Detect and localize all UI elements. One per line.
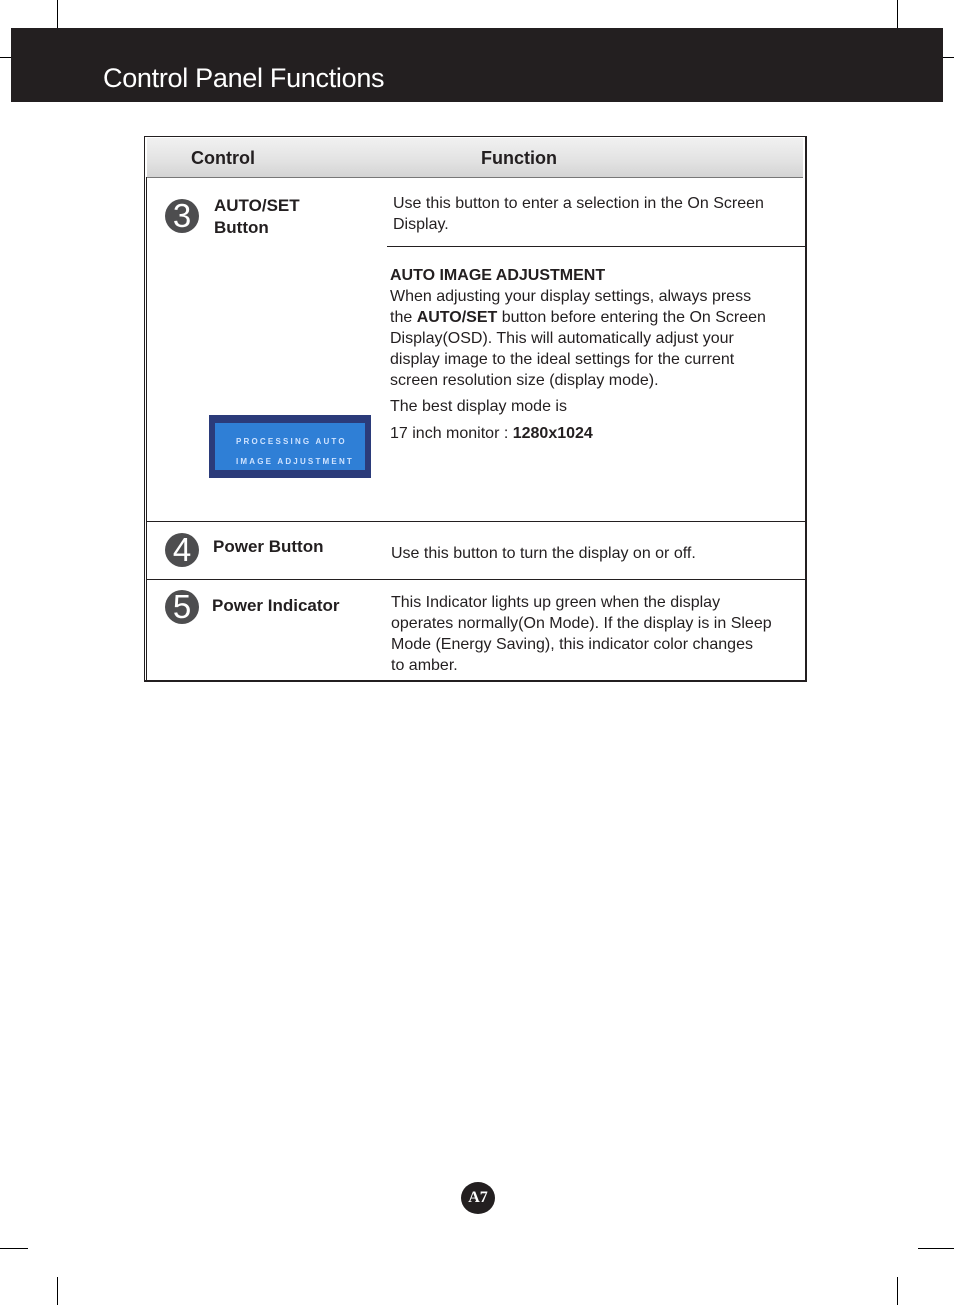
number-4-icon: 4 [165,533,199,567]
function-text-auto-set: Use this button to enter a selection in the On Screen Display. [393,195,764,233]
text-run: button before entering the On Screen [497,309,766,326]
control-label-line: Button [214,218,269,237]
column-header-function: Function [481,148,557,168]
page-title: Control Panel Functions [103,63,385,93]
function-text-power-indicator [391,592,803,676]
row-divider [146,579,805,580]
best-mode-line: The best display mode is [390,398,567,415]
crop-mark [57,1277,58,1305]
paragraph-line: When adjusting your display settings, always press [390,288,752,305]
number-5-icon: 5 [165,590,199,624]
crop-mark [897,0,898,28]
control-label-line: AUTO/SET [214,196,300,215]
paragraph-line: Mode (Energy Saving), this indicator color changes [391,636,753,653]
page-number-badge: A7 [461,1182,495,1214]
text-run: 17 inch monitor : [390,425,513,442]
crop-mark [897,1277,898,1305]
text-run-bold: AUTO/SET [416,309,498,326]
osd-line: IMAGE ADJUSTMENT [236,457,355,466]
control-label-power-indicator: Power Indicator [212,596,340,615]
row-divider [146,521,805,522]
auto-image-adjustment-block [390,265,800,444]
resolution-value: 1280x1024 [512,425,593,442]
row-divider [387,246,805,247]
osd-message-panel [215,423,365,470]
paragraph-line: This Indicator lights up green when the display [391,594,721,611]
table-divider [146,177,147,680]
control-label-power-button: Power Button [213,537,324,556]
osd-message-box [209,415,371,478]
crop-mark [918,1248,954,1249]
section-heading: AUTO IMAGE ADJUSTMENT [390,267,606,284]
paragraph-line [390,307,800,328]
control-label-auto-set [214,195,300,239]
paragraph-line: display image to the ideal settings for the current [390,351,735,368]
crop-mark [57,0,58,28]
paragraph-line: Display(OSD). This will automatically adjust your [390,330,734,347]
column-header-control: Control [191,148,255,168]
crop-mark [0,1248,28,1249]
paragraph-line: screen resolution size (display mode). [390,372,659,389]
paragraph-line: operates normally(On Mode). If the display is in Sleep [391,615,772,632]
crop-mark [943,57,954,58]
number-3-icon: 3 [165,199,199,233]
table-header [147,138,803,178]
function-text-power-button: Use this button to turn the display on or off. [391,545,696,562]
text-run: the [390,309,417,326]
monitor-mode-line [390,423,800,444]
paragraph-line: to amber. [391,657,458,674]
crop-mark [0,57,11,58]
osd-line: PROCESSING AUTO [236,437,347,446]
